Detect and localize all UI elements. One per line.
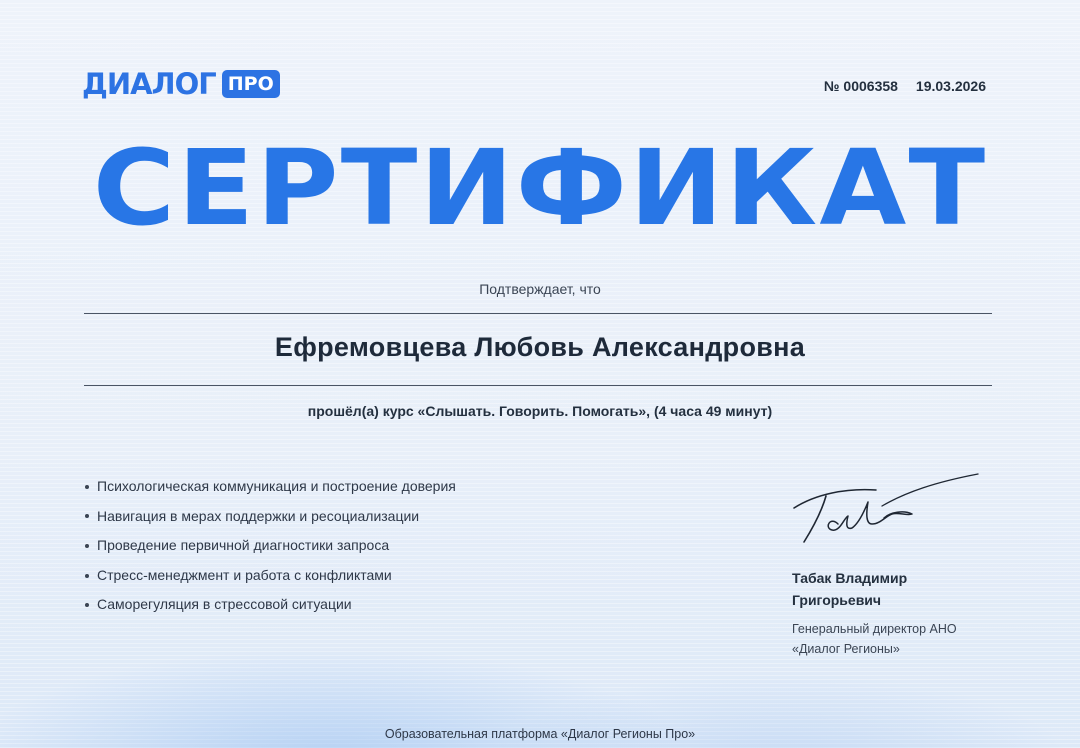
- signer-role-line: «Диалог Регионы»: [792, 642, 900, 656]
- skill-item: [84, 561, 456, 591]
- skill-text: Проведение первичной диагностики запроса: [97, 537, 390, 554]
- signer-name-line: Григорьевич: [792, 592, 882, 608]
- divider-bottom: [84, 385, 992, 386]
- skill-text: Саморегуляция в стрессовой ситуации: [97, 596, 352, 613]
- bullet-icon: [85, 514, 89, 518]
- bullet-icon: [85, 544, 89, 548]
- signature-icon: [786, 466, 986, 556]
- skill-item: [84, 472, 456, 502]
- brand-logo: [82, 66, 280, 102]
- divider-top: [84, 313, 992, 314]
- skill-item: [84, 531, 456, 561]
- confirms-text: Подтверждает, что: [479, 281, 601, 297]
- logo-text: ДИАЛОГ: [82, 67, 216, 101]
- recipient-name: Ефремовцева Любовь Александровна: [274, 332, 806, 362]
- skill-text: Стресс-менеджмент и работа с конфликтами: [97, 566, 392, 583]
- certificate-meta: [824, 78, 986, 94]
- logo-badge: ПРО: [222, 70, 280, 98]
- bullet-icon: [85, 485, 89, 489]
- skill-item: [84, 502, 456, 532]
- certificate-number: № 0006358: [823, 78, 898, 94]
- signer-role-line: Генеральный директор АНО: [792, 622, 957, 636]
- footer-text: Образовательная платформа «Диалог Регионы Про»: [384, 727, 696, 741]
- signer-name-line: Табак Владимир: [792, 570, 908, 586]
- skill-text: Психологическая коммуникация и построение доверия: [97, 478, 456, 494]
- signer-name: [792, 567, 992, 611]
- bullet-icon: [85, 603, 89, 607]
- course-line: прошёл(а) курс «Слышать. Говорить. Помогать», (4 часа 49 минут): [307, 403, 773, 419]
- signer-role: [792, 619, 1012, 659]
- skill-text: Навигация в мерах поддержки и ресоциализации: [97, 507, 420, 524]
- certificate-date: 19.03.2026: [915, 78, 986, 94]
- skills-list: [84, 472, 456, 620]
- skill-item: [84, 590, 456, 620]
- certificate-title: СЕРТИФИКАТ: [92, 127, 988, 249]
- bullet-icon: [85, 574, 89, 578]
